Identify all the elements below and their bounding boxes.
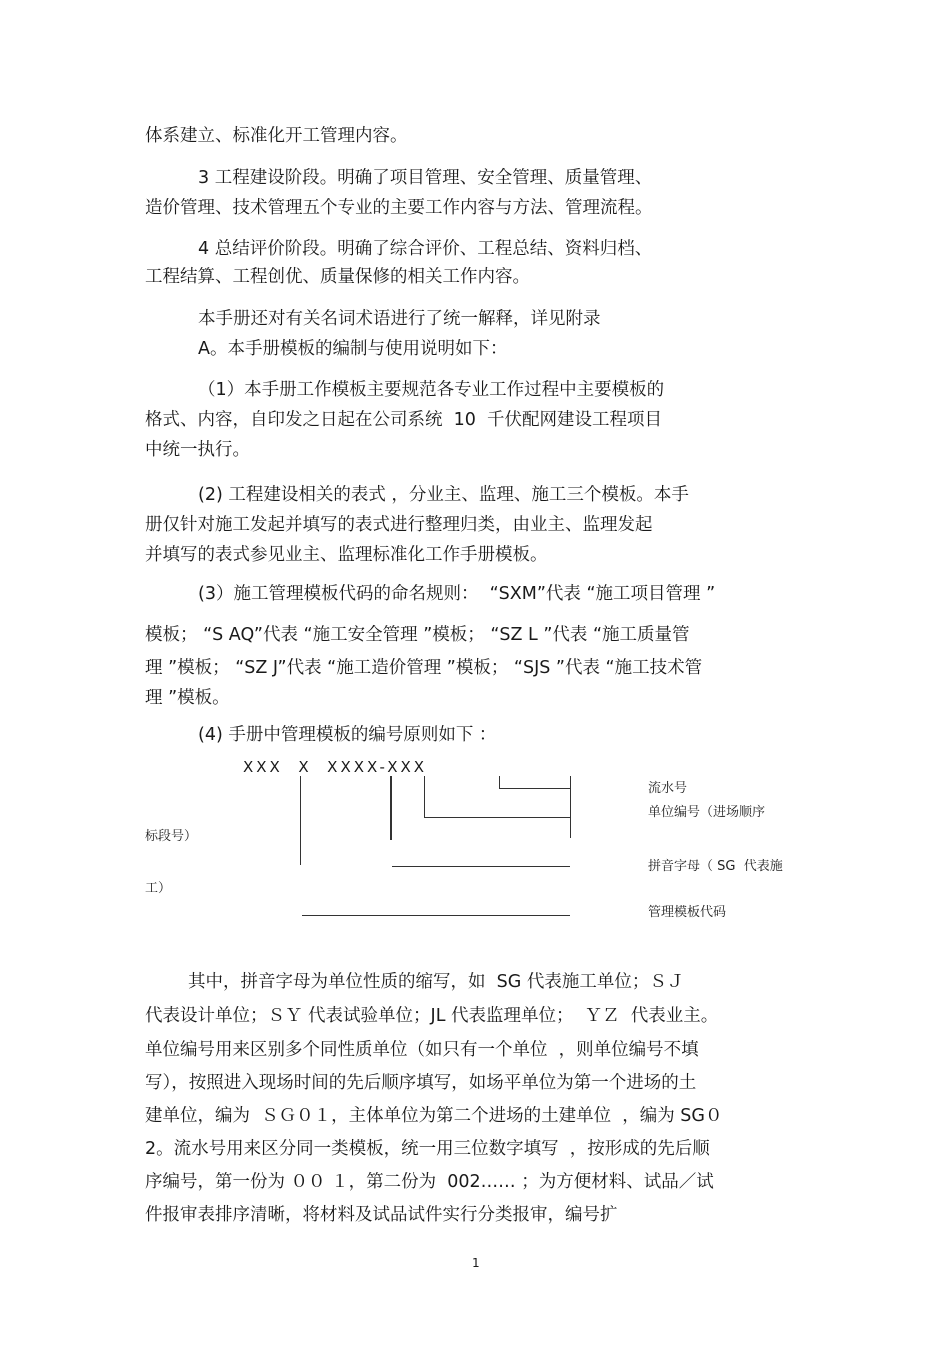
text-line: 本手册还对有关名词术语进行了统一解释，详见附录 xyxy=(198,309,601,329)
text-line: 单位编号用来区别多个同性质单位（如只有一个单位 ，则单位编号不填 xyxy=(145,1040,699,1060)
unit-number-label: 单位编号（进场顺序 xyxy=(648,805,766,820)
bracket-line xyxy=(300,776,301,865)
text-line: 体系建立、标准化开工管理内容。 xyxy=(145,126,408,146)
text-line: （1）本手册工作模板主要规范各专业工作过程中主要模板的 xyxy=(198,380,665,400)
text-line: 理 ”模板； “SZ J”代表 “施工造价管理 ”模板； “SJS ”代表 “施工技术管 xyxy=(145,658,703,678)
text-line: 2。流水号用来区分同一类模板，统一用三位数字填写 ，按形成的先后顺 xyxy=(145,1139,710,1159)
text-line: 件报审表排序清晰，将材料及试品试件实行分类报审，编号扩 xyxy=(145,1205,618,1225)
pinyin-label-cont: 工） xyxy=(145,881,172,896)
bracket-line xyxy=(570,776,571,838)
text-line: 册仅针对施工发起并填写的表式进行整理归类，由业主、监理发起 xyxy=(145,515,653,535)
text-line: 写），按照进入现场时间的先后顺序填写，如场平单位为第一个进场的土 xyxy=(145,1073,697,1093)
text-line: 并填写的表式参见业主、监理标准化工作手册模板。 xyxy=(145,545,548,565)
text-line: 3 工程建设阶段。明确了项目管理、安全管理、质量管理、 xyxy=(198,168,653,188)
serial-label: 流水号 xyxy=(648,781,688,796)
text-line: A。本手册模板的编制与使用说明如下： xyxy=(198,339,508,359)
page-number: 1 xyxy=(472,1256,480,1270)
unit-number-label-cont: 标段号） xyxy=(145,829,198,844)
text-line: (4) 手册中管理模板的编号原则如下 ： xyxy=(198,725,497,745)
bracket-line xyxy=(424,776,425,817)
text-line: 模板； “S AQ”代表 “施工安全管理 ”模板； “SZ L ”代表 “施工质量管 xyxy=(145,625,690,645)
bracket-line xyxy=(499,776,500,788)
text-line: 格式、内容，自印发之日起在公司系统 10 千伏配网建设工程项目 xyxy=(145,410,663,430)
text-line: 4 总结评价阶段。明确了综合评价、工程总结、资料归档、 xyxy=(198,239,653,259)
text-line: 序编号，第一份为 ００ １，第二份为 002…… ；为方便材料、试品／试 xyxy=(145,1172,714,1192)
bracket-line xyxy=(392,866,570,867)
text-line: 代表设计单位；ＳＹ 代表试验单位；JL 代表监理单位； ＹＺ 代表业主。 xyxy=(145,1006,719,1026)
text-line: 理 ”模板。 xyxy=(145,688,230,708)
bracket-line xyxy=(499,788,570,789)
code-pattern: XXX X XXXX-XXX xyxy=(243,758,428,776)
text-line: 工程结算、工程创优、质量保修的相关工作内容。 xyxy=(145,267,530,287)
text-line: (3）施工管理模板代码的命名规则： “SXM”代表 “施工项目管理 ” xyxy=(198,584,716,604)
bracket-line xyxy=(390,776,392,840)
text-line: 其中，拼音字母为单位性质的缩写，如 SG 代表施工单位；ＳＪ xyxy=(188,972,685,992)
text-line: 中统一执行。 xyxy=(145,440,250,460)
bracket-line xyxy=(424,817,570,818)
text-line: (2) 工程建设相关的表式 ，分业主、监理、施工三个模板。本手 xyxy=(198,485,689,505)
template-code-label: 管理模板代码 xyxy=(648,905,727,920)
text-line: 造价管理、技术管理五个专业的主要工作内容与方法、管理流程。 xyxy=(145,198,653,218)
bracket-line xyxy=(302,915,570,916)
text-line: 建单位，编为 ＳＧ０１，主体单位为第二个进场的土建单位 ，编为 SG０ xyxy=(145,1106,723,1126)
pinyin-label: 拼音字母（ SG 代表施 xyxy=(648,859,783,874)
